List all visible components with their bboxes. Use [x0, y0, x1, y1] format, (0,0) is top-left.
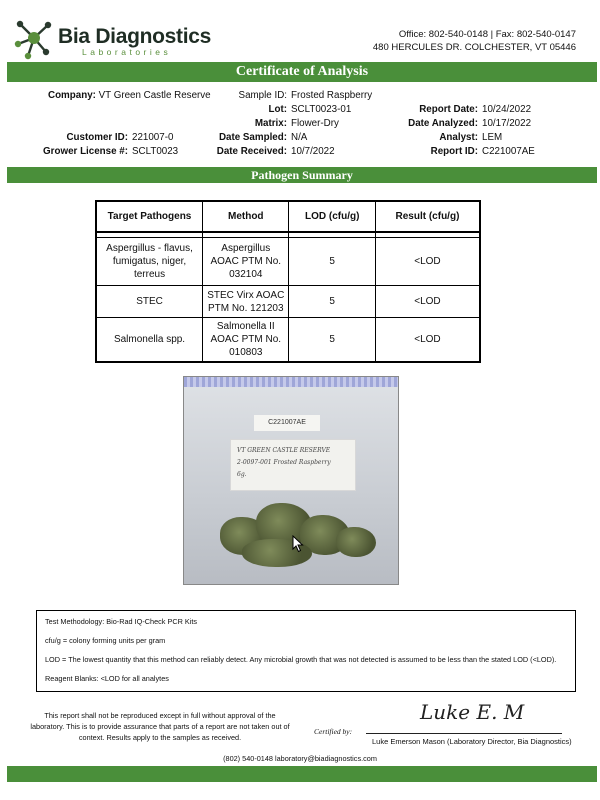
- pathogen-cell: Aspergillus - flavus, fumigatus, niger, terreus: [96, 238, 203, 286]
- methodology-line: Test Methodology: Bio-Rad IQ-Check PCR Kits: [45, 617, 198, 626]
- col-header-result: Result (cfu/g): [375, 201, 480, 232]
- company-field: [48, 90, 211, 101]
- pathogen-table: [95, 200, 481, 363]
- analyst-value: LEM: [482, 132, 503, 143]
- bag-label-line: VT GREEN CASTLE RESERVE: [237, 447, 331, 454]
- signer-name: Luke Emerson Mason (Laboratory Director, Bia Diagnostics): [372, 737, 572, 746]
- methodology-line: LOD = The lowest quantity that this method can reliably detect. Any microbial growth that was not detected is assumed to be less than the stated LOD (<LOD).: [45, 655, 557, 664]
- bag-zipper: [184, 377, 398, 387]
- report-header: [0, 0, 600, 62]
- sample-id-value: Frosted Raspberry: [291, 90, 373, 101]
- company-label: Company:: [48, 90, 96, 101]
- bia-logo-icon: [12, 16, 56, 60]
- customer-id-value: 221007-0: [132, 132, 174, 143]
- report-title: Certificate of Analysis: [7, 62, 597, 82]
- table-row: [96, 286, 480, 318]
- date-sampled-label: Date Sampled:: [218, 132, 287, 143]
- flower-icon: [336, 527, 376, 557]
- pathogen-cell: Salmonella spp.: [96, 318, 203, 363]
- contact-address: 480 HERCULES DR. COLCHESTER, VT 05446: [372, 42, 576, 53]
- sample-id-label: Sample ID:: [238, 90, 287, 101]
- analyst-label: Analyst:: [439, 132, 478, 143]
- matrix-label: Matrix:: [254, 118, 287, 129]
- bag-label-line: 2-0097-001 Frosted Raspberry: [237, 459, 331, 466]
- report-id-value: C221007AE: [482, 146, 535, 157]
- result-cell: <LOD: [375, 286, 480, 318]
- date-analyzed-label: Date Analyzed:: [408, 118, 478, 129]
- report-date-value: 10/24/2022: [482, 104, 532, 115]
- result-cell: <LOD: [375, 318, 480, 363]
- lod-cell: 5: [289, 318, 375, 363]
- lab-contact: [373, 28, 576, 54]
- col-header-pathogen: Target Pathogens: [96, 201, 203, 232]
- pathogen-summary-title: Pathogen Summary: [7, 167, 597, 183]
- lot-value: SCLT0023-01: [291, 104, 352, 115]
- method-cell: Salmonella II AOAC PTM No. 010803: [203, 318, 289, 363]
- table-header-row: [96, 201, 480, 232]
- grower-license-value: SCLT0023: [132, 146, 179, 157]
- report-date-label: Report Date:: [419, 104, 478, 115]
- date-received-value: 10/7/2022: [291, 146, 335, 157]
- col-header-lod: LOD (cfu/g): [289, 201, 375, 232]
- report-id-label: Report ID:: [430, 146, 478, 157]
- bag-handwritten-label: [230, 439, 356, 491]
- date-analyzed-value: 10/17/2022: [482, 118, 532, 129]
- footer-bar: [7, 766, 597, 782]
- sample-photo: [183, 376, 399, 585]
- signature-line: [366, 733, 562, 734]
- customer-id-label: Customer ID:: [66, 132, 128, 143]
- method-cell: STEC Virx AOAC PTM No. 121203: [203, 286, 289, 318]
- col-header-method: Method: [203, 201, 289, 232]
- pathogen-cell: STEC: [96, 286, 203, 318]
- company-value: VT Green Castle Reserve: [98, 90, 211, 101]
- brand-name: Bia Diagnostics: [58, 25, 212, 48]
- method-cell: Aspergillus AOAC PTM No. 032104: [203, 238, 289, 286]
- result-cell: <LOD: [375, 238, 480, 286]
- methodology-line: cfu/g = colony forming units per gram: [45, 636, 166, 645]
- lod-cell: 5: [289, 286, 375, 318]
- contact-phone-fax: Office: 802-540-0148 | Fax: 802-540-0147: [398, 29, 576, 40]
- signature: Luke E. M: [420, 700, 525, 724]
- lot-label: Lot:: [268, 104, 287, 115]
- grower-license-label: Grower License #:: [43, 146, 128, 157]
- bag-report-id-label: C221007AE: [254, 415, 320, 431]
- footer-contact: (802) 540-0148 laboratory@biadiagnostics.com: [223, 754, 377, 763]
- lod-cell: 5: [289, 238, 375, 286]
- bag-label-line: 6g.: [237, 471, 247, 478]
- table-row: [96, 318, 480, 363]
- methodology-box: [36, 610, 576, 692]
- methodology-line: Reagent Blanks: <LOD for all analytes: [45, 674, 169, 683]
- date-sampled-value: N/A: [291, 132, 308, 143]
- table-row: [96, 238, 480, 286]
- cursor-icon: [292, 535, 304, 553]
- brand-subtitle: Laboratories: [82, 47, 172, 57]
- matrix-value: Flower-Dry: [291, 118, 339, 129]
- certified-by-label: Certified by:: [314, 727, 353, 736]
- disclaimer-text: This report shall not be reproduced except in full without approval of the laboratory. This is to provide assurance that parts of a report are not taken out of context. Results apply to the samples as received.: [30, 711, 290, 742]
- date-received-label: Date Received:: [216, 146, 287, 157]
